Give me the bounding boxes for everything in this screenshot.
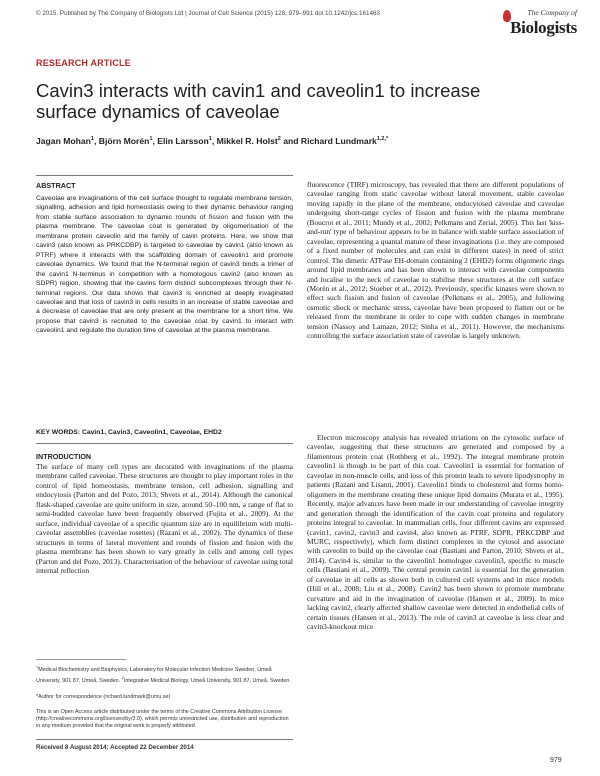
right-column-paragraph-2: Electron microscopy analysis has revealed striations on the cytosolic surface of caveolae, suggesting that these structures are generated and composed by a filamentous protein coat (Rothberg et al., 1992). The integral membrane protein caveolin1 is though to be part of this coat. Caveolin1 is essential for formation of caveolae in non-muscle cells, and loss of this protein leads to severe lipodystrophy in patients (Razani and Lisanti, 2001). Caveolin1 binds to cholesterol and forms homo-oligomers in the membrane creating these unique lipid domains (Murata et al., 1995). Recently, major advances have been made in our understanding of caveolae integrity and generation through the identification of the cavin coat proteins and regulatory proteins integral to caveolae. In mammalian cells, four different cavins are expressed (cavin1, cavin2, cavin3 and cavin4, also known as PTRF, SDPR, PRKCDBP and MURC, respectively), which form distinct complexes in the cytosol and associate with caveolin to build up the caveolae coat (Bastiani and Parton, 2010; Shvets et al., 2014). Cavin4 is, similar to the caveolin1 homologue caveolin3, specific to muscle cells (Bastiani et al., 2009). The central protein cavin1 is essential for the generation of caveolae in all cells as shown both in cultured cell systems and in mice models (Hill et al., 2008; Liu et al., 2008). Cavin2 has been shown to promote membrane curvature and aid in the invagination of caveolae (Hansen et al., 2009). In mice lacking cavin2, clearly affected shallow caveolae were detected in endothelial cells of certain tissues (Hansen et al., 2013). The role of cavin3 at caveolae is less clear and cavin3-knockout mice — [307, 433, 564, 632]
author-affiliation-mark: 1 — [149, 136, 153, 143]
affiliations-footnote — [36, 663, 293, 685]
author-list — [36, 136, 576, 146]
right-column-paragraph-1: fluorescence (TIRF) microscopy, has revealed that there are different populations of caveolae ranging from static caveolae without lateral movement, stable caveolae moving rapidly in the plane of the membrane, endocytosed caveolae and caveolae undergoing short-range cycles of fission and fusion with the plasma membrane (Boucrot et al., 2011; Mundy et al., 2002; Pelkmans and Zerial, 2005). This last 'kiss-and-run' type of behaviour appears to be in balance with stable surface association of caveolae, representing a quantal mature of these invaginations (i.e. they are composed of a fixed number of molecules and can exist in different states) in need of strict control. The dimeric ATPase EH-domain containing 2 (EHD2) forms oligomeric rings around lipid membranes and has been shown to interact with caveolae components and localise to the neck of caveolae to stabilise these structures at the cell surface (Morén et al., 2012; Stoeber et al., 2012). Previously, specific kinases were shown to effect such fission and fusion of caveolae (Pelkmans et al., 2005), and following osmotic shock or mechanic stress, caveolae have been proposed to flatten out or be released from the membrane in order to cope with sudden changes in membrane tension (Nassoy and Lamaze, 2012; Sinha et al., 2011). However, the mechanisms controlling the surface association state of caveolae is largely unknown. — [307, 180, 564, 341]
aff1-text: Medical Biochemistry and Biophysics, Laboratory for Molecular Infection Medicine Sweden, Umeå University, 901 87, Umeå, Sweden. — [36, 666, 272, 684]
author-name: Richard Lundmark — [300, 136, 377, 146]
author-affiliation-mark: 1,2,* — [376, 136, 389, 143]
abstract-text: Caveolae are invaginations of the cell surface thought to regulate membrane tension, signalling, adhesion and lipid homeostasis owing to their dynamic behaviour ranging from stable surface association to dynamic rounds of fission and fusion with the plasma membrane. The caveolae coat is generated by oligomerisation of the membrane protein caveolin and the family of cavin proteins. Here, we show that cavin3 (also known as PRKCDBP) is targeted to caveolae by cavin1 (also known as PTRF) where it interacts with the scaffolding domain of caveolin1 and promote caveolae dynamics. We found that the N-terminal region of cavin3 binds a trimer of the cavin1 N-terminus in competition with a homologous cavin2 (also known as SDPR) region, showing that the cavins form distinct subcomplexes through their N-terminal regions. Our data shows that cavin3 is enriched at deeply invaginated caveolae and that loss of cavin3 in cells results in an increase of stable caveolae and a decrease of caveolae that are only present at the membrane for a short time. We propose that cavin3 is recruited to the caveolae coat by cavin1 to interact with caveolin1 and regulate the duration time of caveolae at the plasma membrane. — [36, 195, 293, 335]
introduction-text: The surface of many cell types are decorated with invaginations of the plasma membrane called caveolae. These structures are thought to play important roles in the control of lipid homeostasis, membrane tension, cell adhesion, signalling and endocytosis (Parton and del Pozo, 2013; Shvets et al., 2014). Although the canonical flask-shaped caveolae are quite uniform in size, around 50–100 nm, a range of flat to semi-budded caveolae have been frequently observed (Fujita et al., 2009). At the surface, individual caveolae of a specific quantum size are in equilibrium with multi-caveolar assemblies (caveolae rosettes) (Razani et al., 2002). The dynamics of these structures in terms of lateral movement and rounds of fission and fusion with the plasma membrane has been shown to vary greatly in cells and among cell types (Parton and del Pozo, 2013). Characterisation of the behaviour of caveolae using total internal reflection — [36, 462, 293, 575]
aff-mark: 2 — [121, 675, 124, 680]
author-separator: , — [152, 136, 158, 146]
author-affiliation-mark: 1 — [90, 136, 94, 143]
footnote-rule — [36, 659, 126, 660]
logo-line-small: The Company of — [527, 8, 577, 17]
author-affiliation-mark: 2 — [277, 136, 281, 143]
author-affiliation-mark: 1 — [208, 136, 212, 143]
publisher-logo — [505, 8, 577, 40]
keywords: KEY WORDS: Cavin1, Cavin3, Caveolin1, Caveolae, EHD2 — [36, 429, 222, 436]
received-dates: Received 8 August 2014; Accepted 22 December 2014 — [36, 744, 194, 751]
journal-citation-line: © 2015. Published by The Company of Biologists Ltd | Journal of Cell Science (2015) 128, 979–991 doi:10.1242/jcs.161463 — [36, 10, 380, 17]
author-name: Björn Morén — [98, 136, 150, 146]
author-separator: , — [211, 136, 217, 146]
author-name: Jagan Mohan — [36, 136, 91, 146]
author-name: Elin Larsson — [157, 136, 209, 146]
author-separator: and — [280, 136, 301, 146]
correspondence-footnote: *Author for correspondence (richard.lundmark@umu.se) — [36, 694, 171, 700]
abstract-heading: ABSTRACT — [36, 181, 76, 190]
abstract-top-rule — [36, 175, 293, 176]
author-name: Mikkel R. Holst — [216, 136, 278, 146]
article-type-label: RESEARCH ARTICLE — [36, 58, 131, 68]
logo-line-big: Biologists — [510, 18, 577, 37]
page-number: 979 — [550, 757, 562, 764]
introduction-heading: INTRODUCTION — [36, 452, 92, 461]
license-footnote: This is an Open Access article distributed under the terms of the Creative Commons Attribution License (http://creativecommons.org/licenses/by/3.0), which permits unrestricted use, distribution and reproduction in any medium provided that the original work is properly attributed. — [36, 709, 289, 730]
article-title: Cavin3 interacts with cavin1 and caveolin1 to increase surface dynamics of caveolae — [36, 80, 481, 122]
abstract-bottom-rule — [36, 443, 293, 444]
author-separator: , — [93, 136, 99, 146]
aff-mark: 1 — [36, 664, 39, 669]
aff2-text: Integrative Medical Biology, Umeå University, 901 87, Umeå, Sweden. — [123, 677, 291, 684]
received-rule — [36, 739, 293, 740]
